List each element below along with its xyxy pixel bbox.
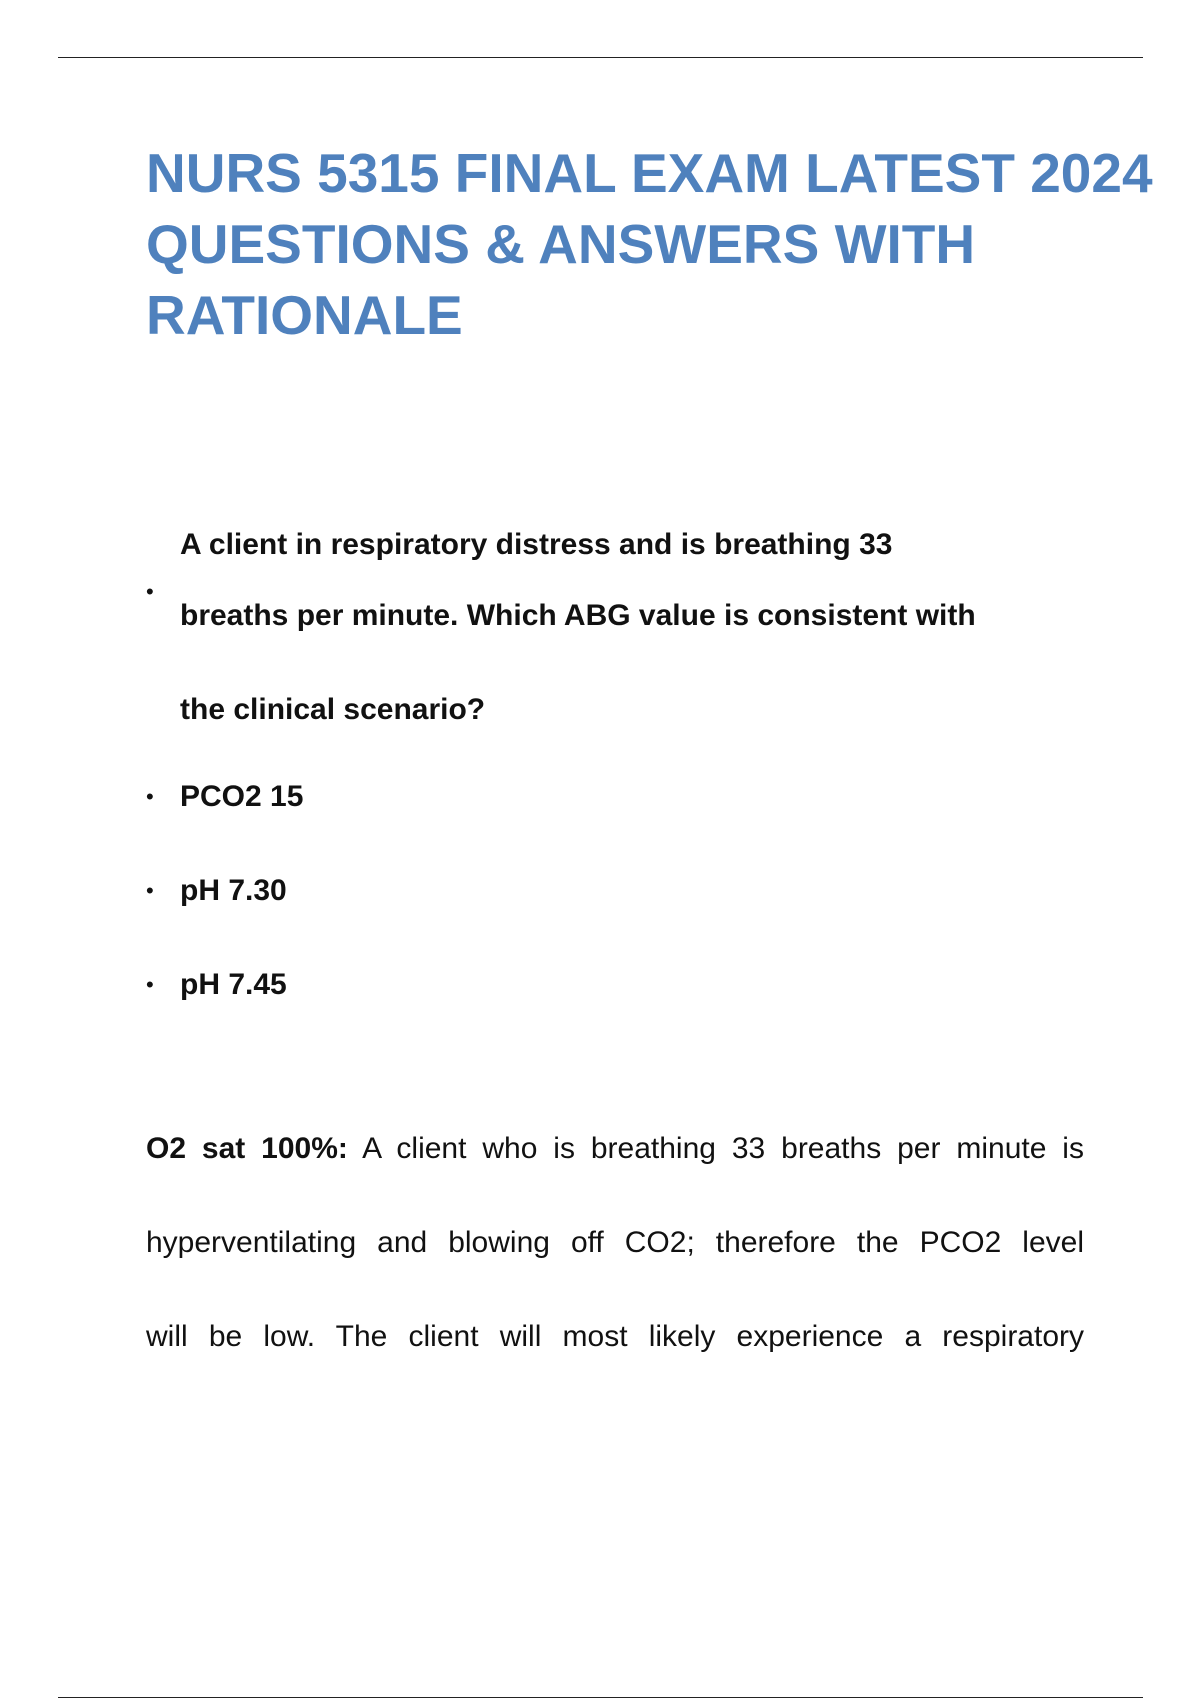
option-label: PCO2 15 <box>180 780 304 813</box>
bullet-icon: • <box>146 579 154 604</box>
question-line-2: breaths per minute. Which ABG value is consistent with <box>180 599 976 632</box>
answer-line-2: hyperventilating and blowing off CO2; therefore the PCO2 level <box>146 1226 1084 1259</box>
option-item <box>146 961 1106 1008</box>
answer-line-1 <box>146 1102 1084 1196</box>
title-line-1: NURS 5315 FINAL EXAM LATEST 2024 <box>146 142 1153 204</box>
title-line-3: RATIONALE <box>146 284 463 346</box>
answer-rationale <box>146 1102 1084 1384</box>
question-list <box>146 528 1106 1008</box>
option-item <box>146 867 1106 914</box>
bottom-divider <box>58 1697 1143 1698</box>
answer-lead: O2 sat 100%: <box>146 1132 348 1165</box>
title-line-2: QUESTIONS & ANSWERS WITH <box>146 213 976 275</box>
bullet-icon: • <box>146 784 154 809</box>
bullet-icon: • <box>146 972 154 997</box>
option-label: pH 7.45 <box>180 968 287 1001</box>
question-line-3: the clinical scenario? <box>180 693 486 726</box>
option-item <box>146 773 1106 820</box>
document-title <box>146 138 1200 351</box>
option-label: pH 7.30 <box>180 874 287 907</box>
bullet-icon: • <box>146 878 154 903</box>
answer-line-3: will be low. The client will most likely experience a respiratory <box>146 1320 1084 1353</box>
answer-line-1-text: A client who is breathing 33 breaths per minute is <box>347 1132 1084 1165</box>
question-item: • A client in respiratory distress and is breathing 33 breaths per minute. Which ABG value is consistent with the clinical scenario? <box>146 545 1106 733</box>
top-divider <box>58 57 1143 58</box>
